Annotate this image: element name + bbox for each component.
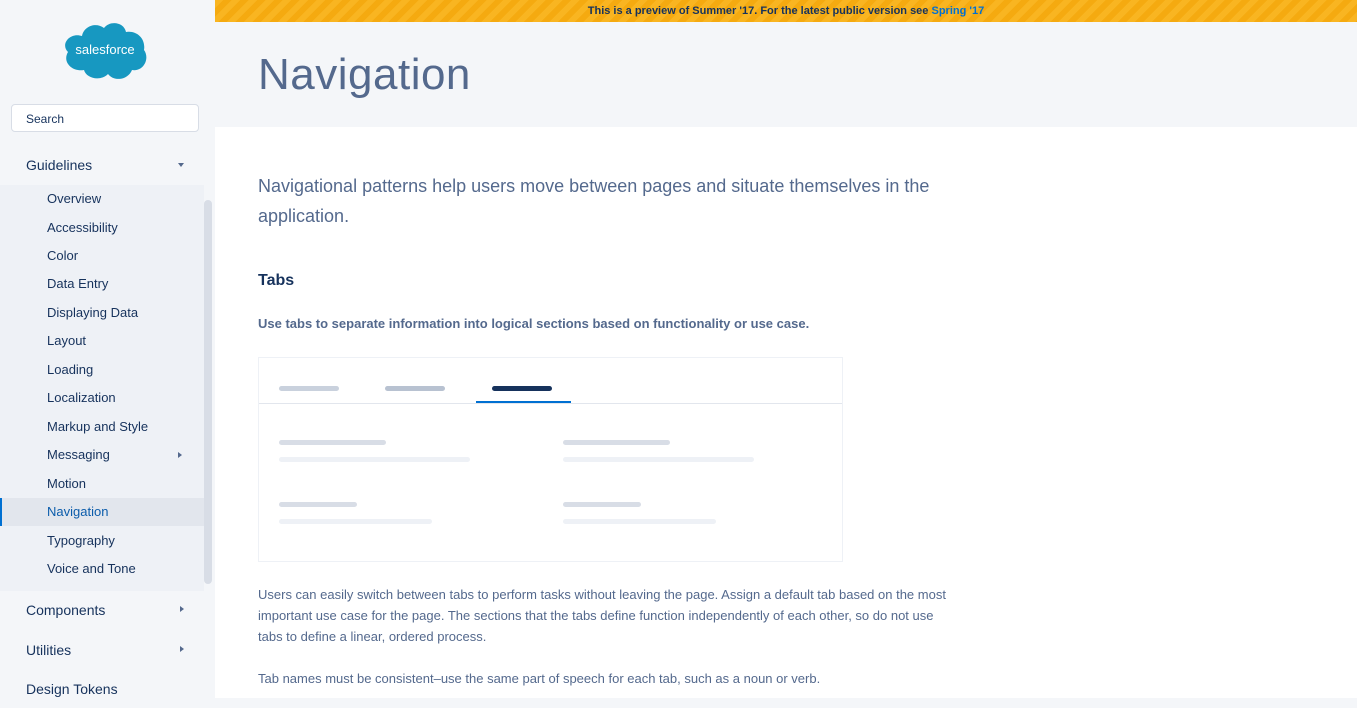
page-title: Navigation [258, 50, 471, 99]
nav-item-displaying-data[interactable] [0, 299, 204, 327]
nav-item-data-entry[interactable] [0, 270, 204, 298]
sidebar [0, 0, 214, 698]
placeholder-line [563, 519, 716, 524]
chevron-right-icon [180, 646, 184, 652]
nav-item-label: Color [47, 248, 79, 263]
salesforce-logo[interactable] [60, 20, 150, 82]
placeholder-line [279, 502, 357, 507]
nav-item-label: Typography [47, 533, 115, 548]
chevron-right-icon [178, 452, 182, 458]
nav-utilities[interactable] [0, 631, 204, 669]
illustration-tab [385, 386, 445, 391]
nav-item-label: Loading [47, 362, 94, 377]
nav-item-voice-and-tone[interactable] [0, 555, 204, 583]
nav-item-navigation[interactable] [0, 498, 204, 526]
search-input[interactable] [26, 112, 184, 126]
nav-item-label: Messaging [47, 447, 110, 462]
nav-guidelines[interactable] [0, 146, 204, 184]
nav-guidelines-label: Guidelines [26, 157, 93, 173]
sidebar-scrollbar[interactable] [204, 200, 212, 584]
guidelines-submenu [0, 185, 204, 591]
nav-item-label: Navigation [47, 504, 109, 519]
body-paragraph: Tab names must be consistent–use the same part of speech for each tab, such as a noun or verb. [258, 671, 821, 686]
nav-item-loading[interactable] [0, 356, 204, 384]
preview-banner [215, 0, 1357, 22]
illustration-tab-underline [476, 401, 571, 403]
section-title: Tabs [258, 272, 295, 289]
nav-item-layout[interactable] [0, 327, 204, 355]
nav-item-label: Markup and Style [47, 419, 149, 434]
main-content [215, 127, 1357, 698]
svg-text:salesforce: salesforce [75, 42, 135, 57]
nav-item-accessibility[interactable] [0, 214, 204, 242]
illustration-tab-active [492, 386, 552, 391]
placeholder-line [279, 440, 386, 445]
nav-item-label: Displaying Data [47, 305, 139, 320]
nav-utilities-label: Utilities [26, 642, 72, 658]
nav-item-label: Voice and Tone [47, 561, 136, 576]
illustration-tab-strip [259, 358, 842, 404]
nav-design-tokens[interactable] [0, 670, 204, 708]
chevron-right-icon [180, 606, 184, 612]
nav-item-label: Layout [47, 333, 87, 348]
page-header [215, 22, 1357, 127]
placeholder-line [279, 457, 470, 462]
tabs-illustration [258, 357, 843, 562]
placeholder-line [563, 457, 754, 462]
placeholder-line [563, 440, 670, 445]
body-paragraph: Users can easily switch between tabs to perform tasks without leaving the page. Assign a default tab based on the most important use case for the page. The sections that the tabs define function independently of each other, so do not use tabs to define a linear, ordered process. [258, 587, 946, 644]
search-field[interactable] [11, 104, 199, 132]
nav-item-messaging[interactable] [0, 441, 204, 469]
banner-text: This is a preview of Summer '17. For the latest public version see [587, 5, 932, 17]
nav-item-localization[interactable] [0, 384, 204, 412]
nav-item-label: Localization [47, 390, 116, 405]
nav-item-color[interactable] [0, 242, 204, 270]
chevron-down-icon [178, 163, 184, 167]
nav-item-typography[interactable] [0, 527, 204, 555]
placeholder-line [563, 502, 641, 507]
banner-link[interactable]: Spring '17 [931, 5, 985, 17]
nav-item-markup-and-style[interactable] [0, 413, 204, 441]
nav-item-overview[interactable] [0, 185, 204, 213]
nav-item-label: Accessibility [47, 220, 118, 235]
nav-components[interactable] [0, 591, 204, 629]
section-lead: Use tabs to separate information into logical sections based on functionality or use case. [258, 316, 810, 331]
nav-item-label: Motion [47, 476, 87, 491]
nav-item-motion[interactable] [0, 470, 204, 498]
intro-text: Navigational patterns help users move between pages and situate themselves in the application. [258, 176, 930, 226]
nav-item-label: Data Entry [47, 276, 109, 291]
nav-design-tokens-label: Design Tokens [26, 681, 118, 697]
illustration-tab [279, 386, 339, 391]
nav-components-label: Components [26, 602, 106, 618]
placeholder-line [279, 519, 432, 524]
nav-item-label: Overview [47, 191, 102, 206]
